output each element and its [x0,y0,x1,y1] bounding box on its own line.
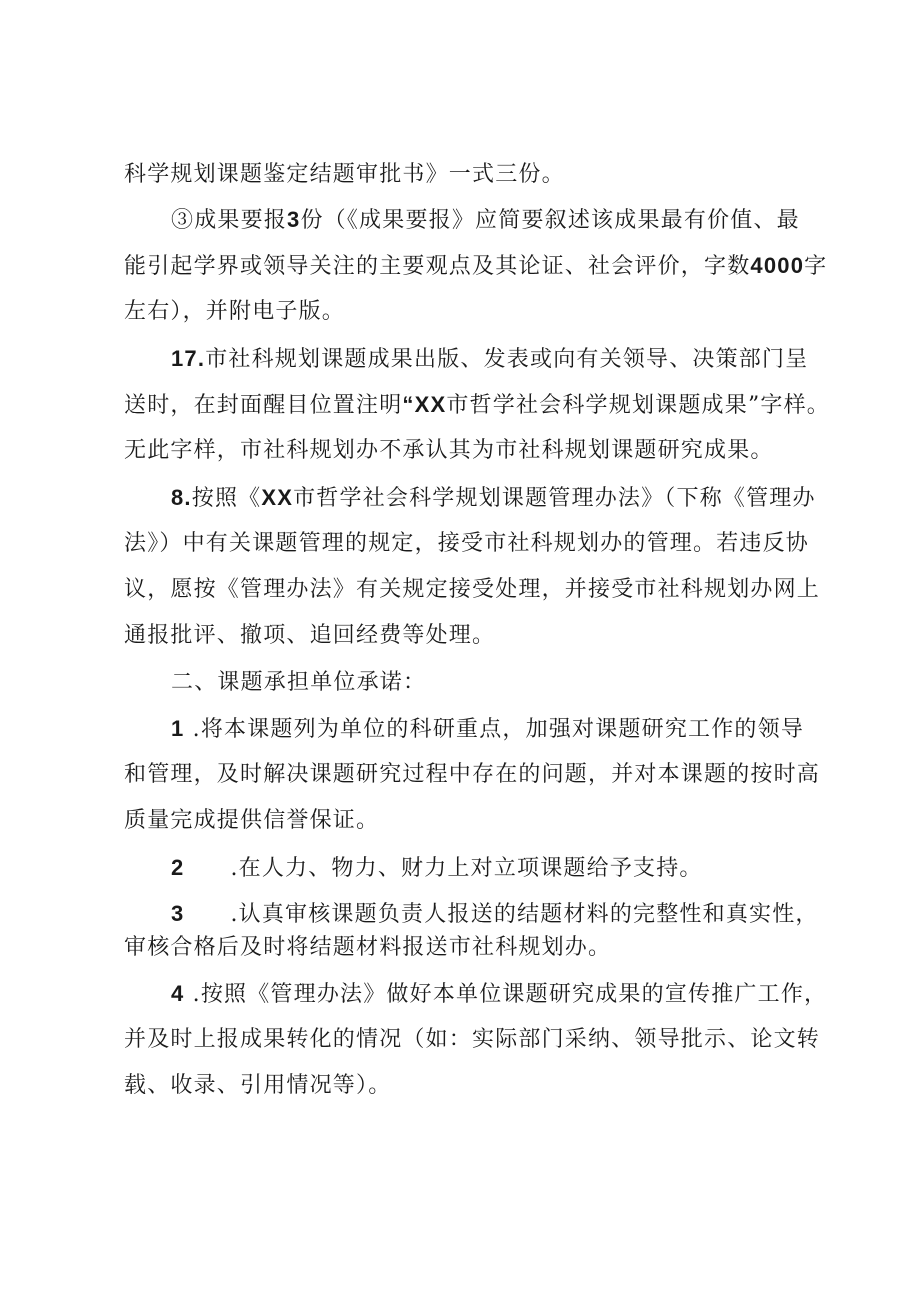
text-line [171,483,816,514]
section-heading: 二、课题承担单位承诺： [171,670,427,695]
number-segment: 8. [171,485,192,510]
text-segment: .将本课题列为单位的科研重点，加强对课题研究工作的领导 [192,717,805,742]
text-segment: .按照《管理办法》做好本单位课题研究成果的宣传推广工作， [192,982,828,1007]
text-segment: 份（《成果要报》应简要叙述该成果最有价值、最 [300,208,800,233]
text-line: 通报批评、撤项、追回经费等处理。 [124,623,496,648]
text-line [171,205,800,236]
text-segment: 能引起学界或领导关注的主要观点及其论证、社会评价，字数 [124,254,751,279]
text-line [124,251,827,282]
text-segment: .认真审核课题负责人报送的结题材料的完整性和真实性， [230,902,819,927]
text-segment: 字 [804,254,828,279]
text-line: 科学规划课题鉴定结题审批书》一式三份。 [124,162,565,187]
text-line [171,979,827,1010]
text-line: 并及时上报成果转化的情况（如：实际部门采纳、领导批示、论文转 [124,1027,821,1052]
number-segment: 4000 [750,253,805,278]
text-segment: ③成果要报 [171,208,288,233]
text-line: 左右），并附电子版。 [124,299,346,324]
text-segment: XX [261,485,294,510]
text-line [171,899,819,930]
text-line: 法》）中有关课题管理的规定，接受市社科规划办的管理。若违反协 [124,531,810,556]
text-segment: 市社科规划课题成果出版、发表或向有关领导、决策部门呈 [205,347,809,372]
text-line: 质量完成提供信誉保证。 [124,808,380,833]
text-line: 和管理，及时解决课题研究过程中存在的问题，并对本课题的按时高 [124,762,821,787]
number-segment: 4 [171,981,185,1006]
text-line: 无此字样，市社科规划办不承认其为市社科规划课题研究成果。 [124,438,774,463]
text-segment: .在人力、物力、财力上对立项课题给予支持。 [230,856,703,881]
number-segment: 2 [171,855,185,880]
text-line [171,714,804,745]
number-segment: 17. [171,346,206,371]
text-segment: 市哲学社会科学规划课题管理办法》（下称《管理办 [293,486,816,511]
number-segment: 3 [171,901,185,926]
text-segment: 按照《 [191,486,262,511]
text-segment: 市哲学社会科学规划课题成果”字样。 [446,393,831,418]
text-line [171,853,703,884]
text-line: 载、收录、引用情况等）。 [124,1073,392,1098]
number-segment: 1 [171,716,185,741]
text-line [124,390,830,421]
text-segment: “XX [402,392,447,417]
number-segment: 3 [287,207,301,232]
text-line: 议，愿按《管理办法》有关规定接受处理，并接受市社科规划办网上 [124,577,821,602]
text-segment: 送时，在封面醒目位置注明 [124,393,403,418]
text-line: 审核合格后及时将结题材料报送市社科规划办。 [124,935,612,960]
text-line [171,344,808,375]
